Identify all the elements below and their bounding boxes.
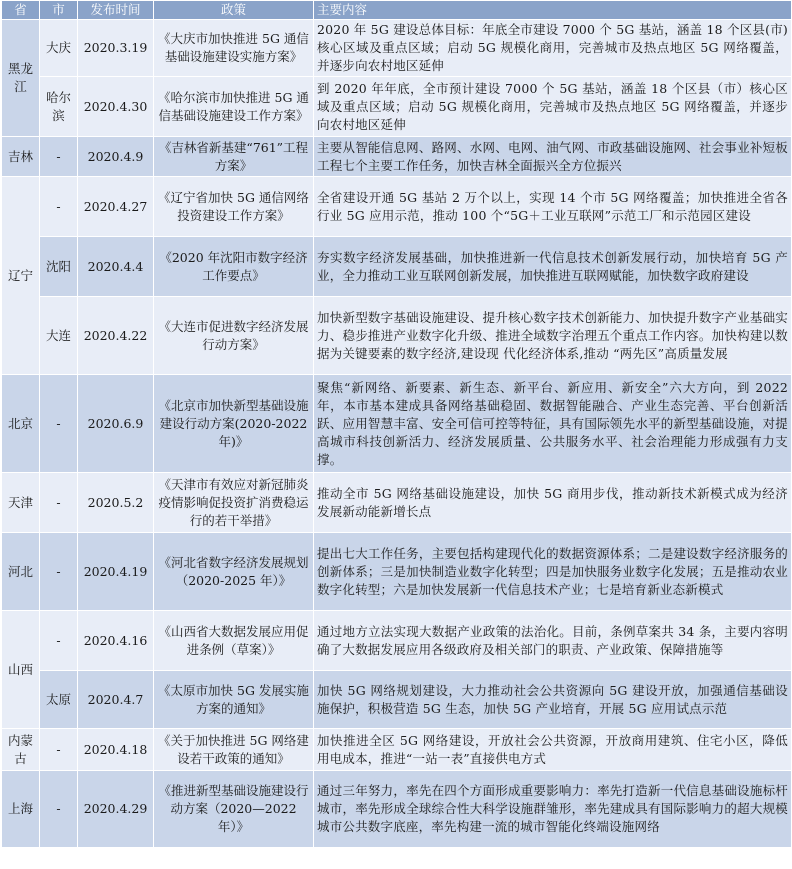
policy-cell: 《大庆市加快推进 5G 通信基础设施建设实施方案》: [154, 20, 314, 77]
header-policy: 政策: [154, 1, 314, 20]
date-cell: 2020.4.16: [78, 611, 154, 671]
policy-cell: 《辽宁省加快 5G 通信网络投资建设工作方案》: [154, 177, 314, 237]
content-cell: 加快新型数字基础设施建设、提升核心数字技术创新能力、加快提升数字产业基础实力、稳步推进产业数字化升级、推进全域数字治理五个重点工作内容。加快构建以数据为关键要素的数字经济,建设现 代化经济体系,推动 “两先区”高质量发展: [314, 297, 792, 375]
province-cell: 北京: [2, 375, 40, 473]
city-cell: -: [40, 611, 78, 671]
city-cell: 哈尔滨: [40, 77, 78, 137]
city-cell: 太原: [40, 671, 78, 729]
policy-table: [1, 0, 792, 848]
province-cell: 吉林: [2, 137, 40, 177]
date-cell: 2020.4.30: [78, 77, 154, 137]
content-cell: 聚焦“新网络、新要素、新生态、新平台、新应用、新安全”六大方向，到 2022 年，本市基本建成具备网络基础稳固、数据智能融合、产业生态完善、平台创新活跃、应用智慧丰富、安全可信可控等特征，具有国际领先水平的新型基础设施，对提高城市科技创新活力、经济发展质量、公共服务水平、社会治理能力形成强有力支撑。: [314, 375, 792, 473]
policy-cell: 《哈尔滨市加快推进 5G 通信基础设施建设工作方案》: [154, 77, 314, 137]
city-cell: -: [40, 473, 78, 533]
table-row: [2, 375, 792, 473]
date-cell: 2020.4.22: [78, 297, 154, 375]
content-cell: 夯实数字经济发展基础，加快推进新一代信息技术创新发展行动，加快培育 5G 产业，全力推动工业互联网创新发展，加快推进互联网赋能，加快数字政府建设: [314, 237, 792, 297]
content-cell: 通过地方立法实现大数据产业政策的法治化。目前，条例草案共 34 条，主要内容明确了大数据发展应用各级政府及相关部门的职责、产业政策、保障措施等: [314, 611, 792, 671]
city-cell: -: [40, 137, 78, 177]
policy-cell: 《太原市加快 5G 发展实施方案的通知》: [154, 671, 314, 729]
table-row: [2, 77, 792, 137]
policy-cell: 《山西省大数据发展应用促进条例（草案）》: [154, 611, 314, 671]
date-cell: 2020.4.7: [78, 671, 154, 729]
city-cell: -: [40, 177, 78, 237]
table-row: [2, 137, 792, 177]
date-cell: 2020.5.2: [78, 473, 154, 533]
province-cell: 辽宁: [2, 177, 40, 375]
content-cell: 全省建设开通 5G 基站 2 万个以上，实现 14 个市 5G 网络覆盖；加快推进全省各行业 5G 应用示范，推动 100 个“5G＋工业互联网”示范工厂和示范园区建设: [314, 177, 792, 237]
table-row: [2, 729, 792, 771]
policy-cell: 《关于加快推进 5G 网络建设若干政策的通知》: [154, 729, 314, 771]
province-cell: 黑龙江: [2, 20, 40, 137]
city-cell: 沈阳: [40, 237, 78, 297]
table-row: [2, 611, 792, 671]
date-cell: 2020.4.9: [78, 137, 154, 177]
content-cell: 通过三年努力，率先在四个方面形成重要影响力：率先打造新一代信息基础设施标杆城市，率先形成全球综合性大科学设施群雏形，率先建成具有国际影响力的超大规模城市公共数字底座，率先构建一流的城市智能化终端设施网络: [314, 771, 792, 848]
header-city: 市: [40, 1, 78, 20]
content-cell: 到 2020 年年底，全市预计建设 7000 个 5G 基站，涵盖 18 个区县（市）核心区域及重点区域；启动 5G 规模化商用，完善城市及热点地区 5G 网络覆盖，并逐步向农村地区延伸: [314, 77, 792, 137]
city-cell: 大庆: [40, 20, 78, 77]
content-cell: 2020 年 5G 建设总体目标：年底全市建设 7000 个 5G 基站，涵盖 18 个区县(市)核心区域及重点区域；启动 5G 规模化商用，完善城市及热点地区 5G 网络覆盖，并逐步向农村地区延伸: [314, 20, 792, 77]
table-row: [2, 20, 792, 77]
content-cell: 加快推进全区 5G 网络建设，开放社会公共资源，开放商用建筑、住宅小区，降低用电成本，推进“一站一表”直接供电方式: [314, 729, 792, 771]
header-content: 主要内容: [314, 1, 792, 20]
policy-cell: 《2020 年沈阳市数字经济工作要点》: [154, 237, 314, 297]
date-cell: 2020.3.19: [78, 20, 154, 77]
policy-cell: 《天津市有效应对新冠肺炎疫情影响促投资扩消费稳运行的若干举措》: [154, 473, 314, 533]
policy-cell: 《大连市促进数字经济发展行动方案》: [154, 297, 314, 375]
date-cell: 2020.4.29: [78, 771, 154, 848]
province-cell: 山西: [2, 611, 40, 729]
date-cell: 2020.4.4: [78, 237, 154, 297]
city-cell: -: [40, 375, 78, 473]
city-cell: 大连: [40, 297, 78, 375]
header-date: 发布时间: [78, 1, 154, 20]
policy-cell: 《北京市加快新型基础设施建设行动方案(2020-2022 年)》: [154, 375, 314, 473]
content-cell: 主要从智能信息网、路网、水网、电网、油气网、市政基础设施网、社会事业补短板工程七个主要工作任务，加快吉林全面振兴全方位振兴: [314, 137, 792, 177]
date-cell: 2020.4.18: [78, 729, 154, 771]
date-cell: 2020.4.19: [78, 533, 154, 611]
city-cell: -: [40, 771, 78, 848]
city-cell: -: [40, 533, 78, 611]
table-row: [2, 671, 792, 729]
city-cell: -: [40, 729, 78, 771]
table-row: [2, 297, 792, 375]
table-row: [2, 771, 792, 848]
table-row: [2, 177, 792, 237]
policy-cell: 《吉林省新基建“761”工程方案》: [154, 137, 314, 177]
policy-cell: 《推进新型基础设施建设行动方案（2020—2022 年）》: [154, 771, 314, 848]
date-cell: 2020.6.9: [78, 375, 154, 473]
header-province: 省: [2, 1, 40, 20]
content-cell: 提出七大工作任务，主要包括构建现代化的数据资源体系；二是建设数字经济服务的创新体系；三是加快制造业数字化转型；四是加快服务业数字化发展；五是推动农业数字化转型；六是加快发展新一代信息技术产业；七是培育新业态新模式: [314, 533, 792, 611]
policy-cell: 《河北省数字经济发展规划（2020-2025 年）》: [154, 533, 314, 611]
content-cell: 加快 5G 网络规划建设，大力推动社会公共资源向 5G 建设开放，加强通信基础设施保护，积极营造 5G 生态，加快 5G 产业培育，开展 5G 应用试点示范: [314, 671, 792, 729]
date-cell: 2020.4.27: [78, 177, 154, 237]
province-cell: 上海: [2, 771, 40, 848]
content-cell: 推动全市 5G 网络基础设施建设，加快 5G 商用步伐，推动新技术新模式成为经济发展新动能新增长点: [314, 473, 792, 533]
table-row: [2, 473, 792, 533]
province-cell: 内蒙古: [2, 729, 40, 771]
table-row: [2, 533, 792, 611]
province-cell: 天津: [2, 473, 40, 533]
province-cell: 河北: [2, 533, 40, 611]
table-row: [2, 237, 792, 297]
header-row: [2, 1, 792, 20]
